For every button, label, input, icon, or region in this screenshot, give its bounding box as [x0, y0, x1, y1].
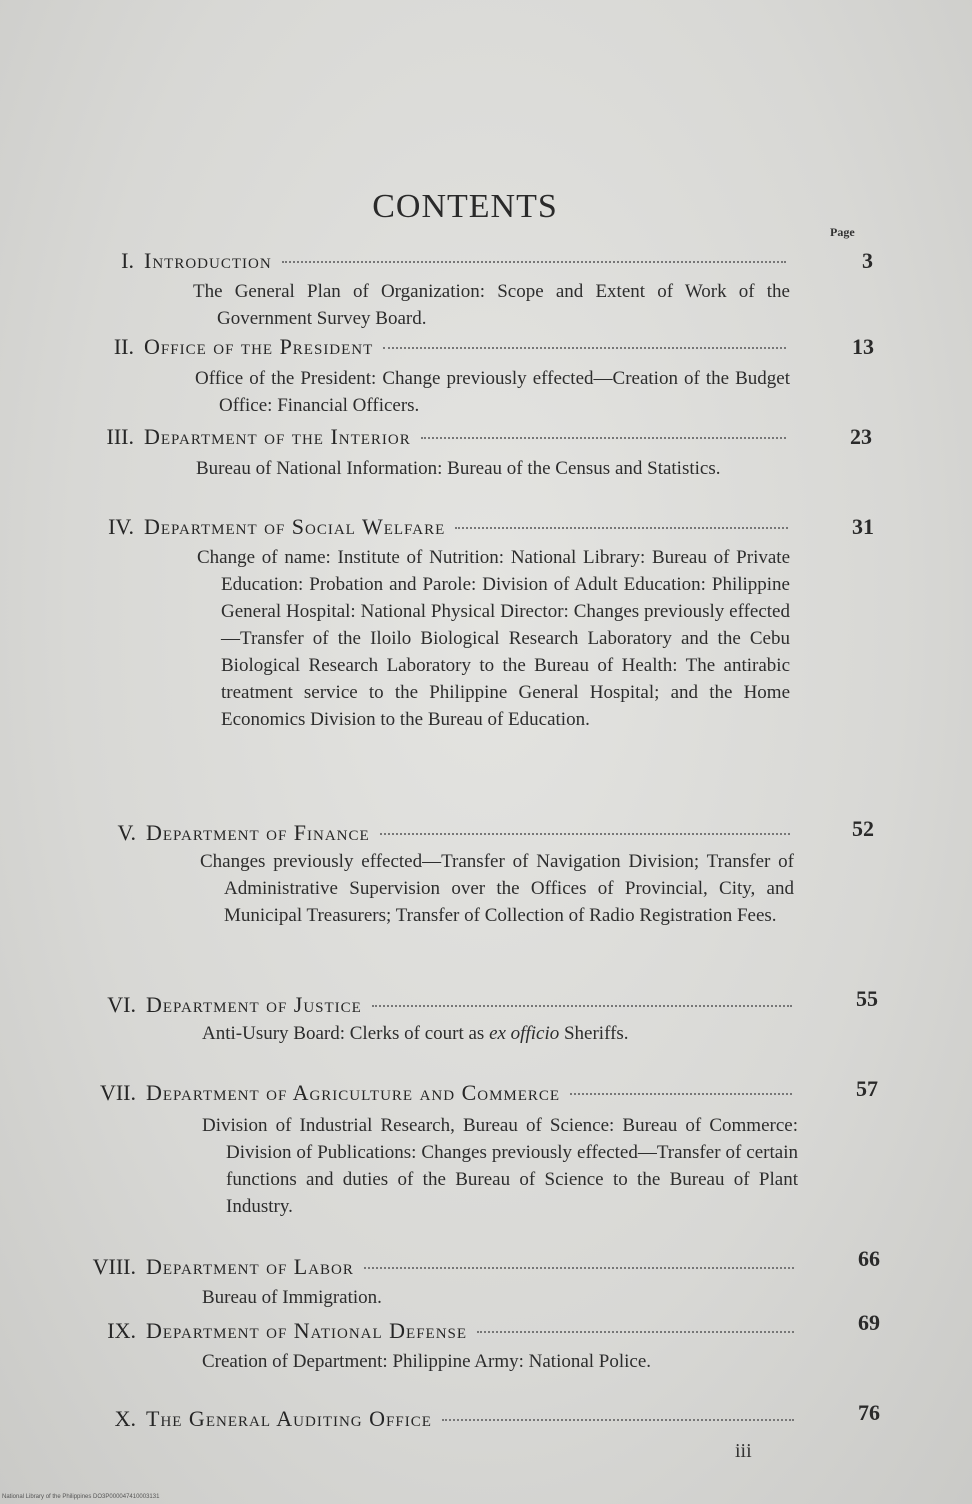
- toc-subentry: Creation of Department: Philippine Army: National Police.: [202, 1351, 652, 1372]
- toc-page-number: 76: [858, 1400, 880, 1425]
- dot-leader: [282, 261, 786, 263]
- page-title: CONTENTS: [372, 188, 558, 225]
- toc-page-number: 13: [852, 334, 874, 359]
- dot-leader: [477, 1331, 794, 1333]
- page-folio: iii: [735, 1440, 752, 1462]
- toc-heading-the-general-auditing-office: X. The General Auditing Office: [100, 1406, 798, 1436]
- toc-page-number: 52: [852, 816, 874, 841]
- dot-leader: [372, 1005, 792, 1007]
- dot-leader: [364, 1267, 794, 1269]
- toc-subentry: Division of Industrial Research, Bureau of Science: Bureau of Commerce: Division of Publications: Changes previously effected—Transfer of certain functions and duties of the Bureau of Science to the Bureau of Plant Industry.: [202, 1115, 798, 1217]
- toc-heading-department-of-social-welfare: IV. Department of Social Welfare: [82, 514, 792, 544]
- dot-leader: [380, 833, 790, 835]
- toc-page-number: 31: [852, 514, 874, 539]
- toc-page-number: 66: [858, 1246, 880, 1271]
- toc-heading-introduction: I. Introduction: [100, 248, 790, 278]
- toc-subentry: The General Plan of Organization: Scope and Extent of Work of the Government Survey Board.: [193, 281, 790, 329]
- toc-heading-department-of-finance: V. Department of Finance: [98, 820, 794, 850]
- dot-leader: [383, 347, 786, 349]
- toc-subentry: Bureau of National Information: Bureau of the Census and Statistics.: [196, 458, 721, 479]
- scan-credit: National Library of the Philippines DO3P000047410003131: [2, 1494, 160, 1500]
- toc-page-number: 23: [850, 424, 872, 449]
- toc-heading-office-of-the-president: II. Office of the President: [88, 334, 790, 364]
- dot-leader: [455, 527, 788, 529]
- dot-leader: [442, 1419, 794, 1421]
- toc-heading-department-of-justice: VI. Department of Justice: [84, 992, 796, 1022]
- toc-heading-department-of-national-defense: IX. Department of National Defense: [86, 1318, 798, 1348]
- toc-subentry: Bureau of Immigration.: [202, 1287, 382, 1308]
- toc-heading-department-of-the-interior: III. Department of the Interior: [80, 424, 790, 454]
- toc-page-number: 55: [856, 986, 878, 1011]
- toc-heading-department-of-agriculture-and-commerce: VII. Department of Agriculture and Commerce: [76, 1080, 796, 1110]
- toc-subentry: Changes previously effected—Transfer of Navigation Division; Transfer of Administrative Supervision over the Offices of Provincial, City, and Municipal Treasurers; Transfer of Collection of Radio Registration Fees.: [200, 851, 794, 926]
- dot-leader: [421, 437, 786, 439]
- toc-subentry: Office of the President: Change previously effected—Creation of the Budget Office: Financial Officers.: [195, 368, 790, 416]
- toc-subentry: Change of name: Institute of Nutrition: National Library: Bureau of Private Education: Probation and Parole: Division of Adult Education: Philippine General Hospital: National Physical Director: Changes previously effected—Transfer of the Iloilo Biological Research Laboratory and the Cebu Biological Research Laboratory to the Bureau of Health: The antirabic treatment service to the Philippine General Hospital; and the Home Economics Division to the Bureau of Education.: [197, 547, 790, 730]
- toc-heading-department-of-labor: VIII. Department of Labor: [64, 1254, 798, 1284]
- dot-leader: [570, 1093, 792, 1095]
- toc-page-number: 3: [862, 248, 873, 273]
- page-column-label: Page: [830, 225, 855, 239]
- toc-page-number: 57: [856, 1076, 878, 1101]
- toc-subentry: Anti-Usury Board: Clerks of court as ex officio Sheriffs.: [202, 1023, 629, 1044]
- toc-page-number: 69: [858, 1310, 880, 1335]
